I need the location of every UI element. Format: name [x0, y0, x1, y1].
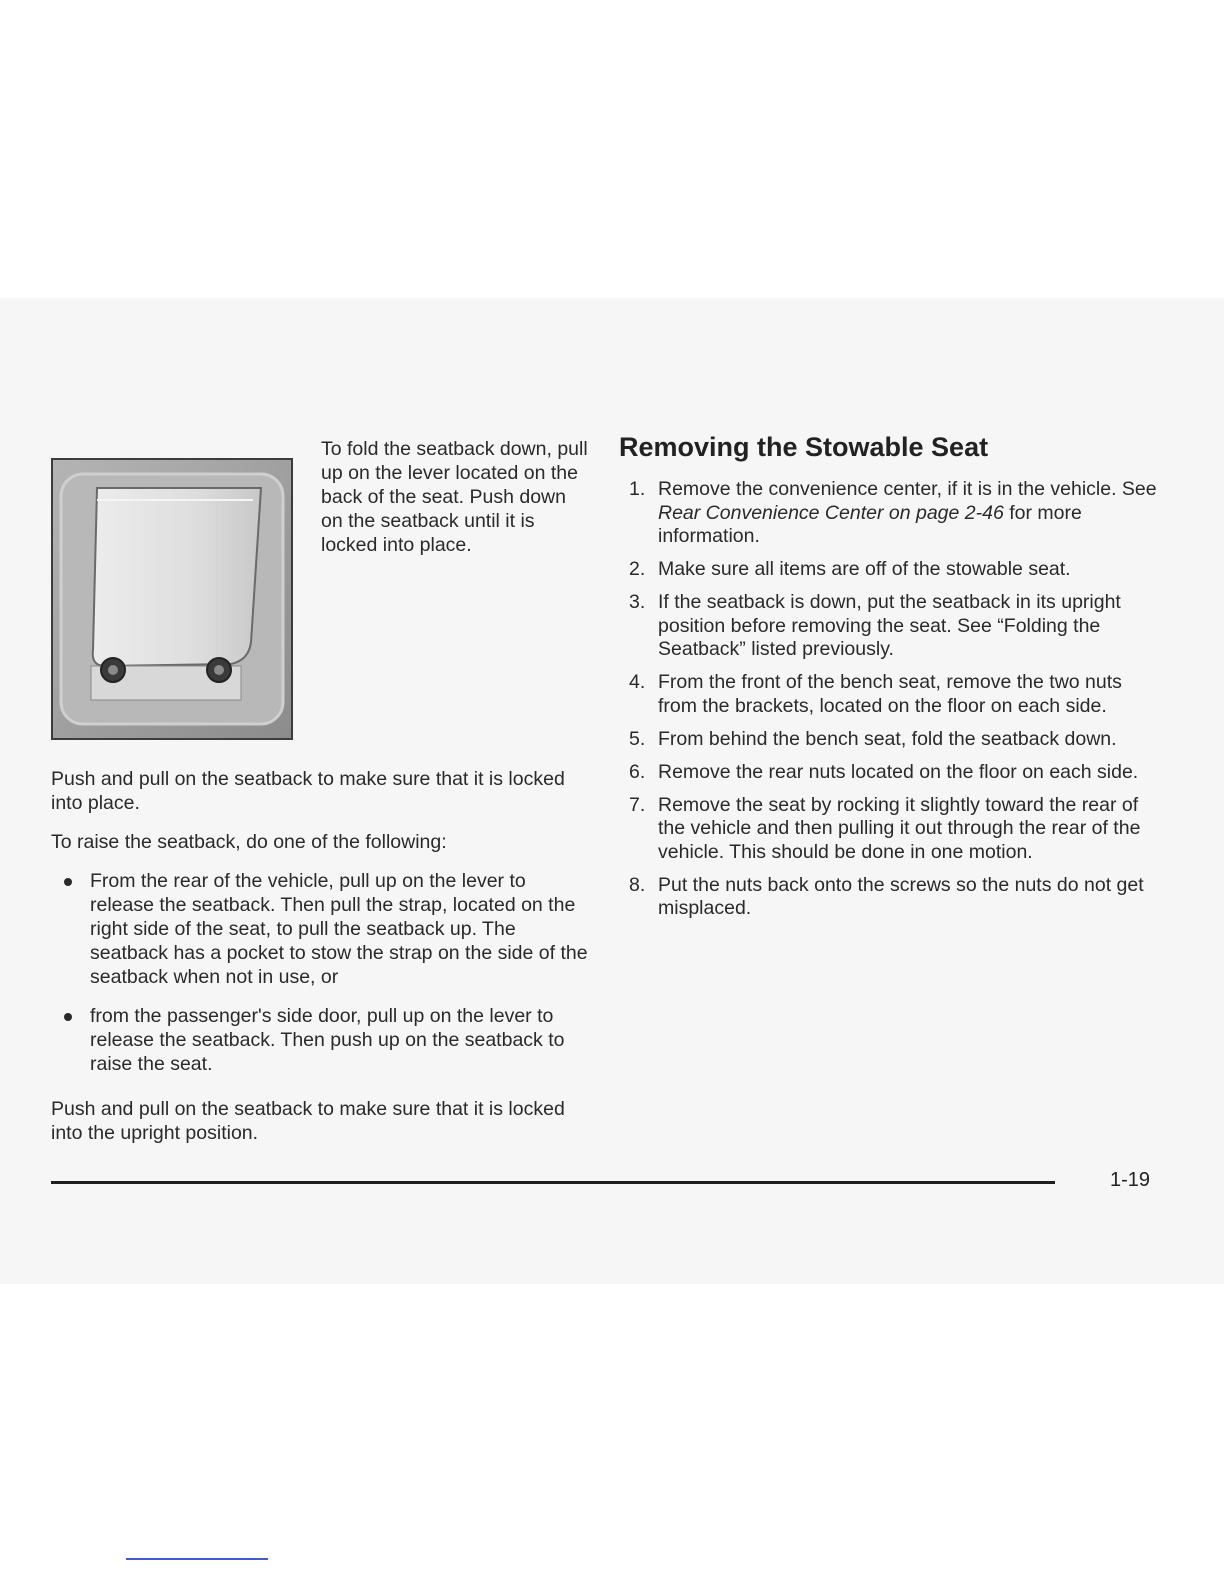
- seatback-figure: [51, 458, 293, 740]
- figure-caption: To fold the seatback down, pull up on the lever located on the back of the seat. Push down on the seatback until it is locked into place.: [321, 438, 588, 556]
- step-number: 6.: [629, 760, 646, 783]
- raise-options-list: [51, 869, 591, 1091]
- list-item: [619, 794, 1159, 865]
- step-text: Remove the seat by rocking it slightly toward the rear of the vehicle and then pulling it out through the rear of the vehicle. This should be done in one motion.: [658, 793, 1141, 863]
- list-item: [51, 1004, 591, 1076]
- bullet-text: from the passenger's side door, pull up on the lever to release the seatback. Then push up on the seatback to raise the seat.: [90, 1005, 565, 1075]
- step-text: From the front of the bench seat, remove the two nuts from the brackets, located on the floor on each side.: [658, 671, 1122, 717]
- list-item: [619, 728, 1159, 752]
- step-number: 1.: [629, 478, 646, 500]
- step-number: 8.: [629, 873, 646, 896]
- manual-page: [0, 298, 1224, 1284]
- list-item: [619, 591, 1159, 662]
- list-item: [619, 671, 1159, 718]
- folded-seatback-illustration: [53, 460, 291, 738]
- footer-link-underline[interactable]: [126, 1558, 268, 1560]
- page-number: 1-19: [1110, 1169, 1151, 1191]
- step-number: 7.: [629, 793, 646, 816]
- step-text: Remove the rear nuts located on the floor on each side.: [658, 760, 1139, 783]
- step-number: 5.: [629, 727, 646, 750]
- step-text: Put the nuts back onto the screws so the nuts do not get misplaced.: [658, 873, 1144, 919]
- step-text: From behind the bench seat, fold the seatback down.: [658, 727, 1117, 750]
- step-number: 2.: [629, 558, 646, 580]
- step-number: 3.: [629, 591, 646, 613]
- list-item: [619, 478, 1159, 549]
- list-item: [619, 761, 1159, 785]
- paragraph-raise-intro: To raise the seatback, do one of the following:: [51, 831, 447, 853]
- step-text: If the seatback is down, put the seatback in its upright position before removing the seat. See “Folding the Seatback” listed previously.: [658, 591, 1121, 660]
- bullet-icon: [64, 1013, 72, 1021]
- footer-divider: [51, 1181, 1055, 1184]
- cross-reference-link[interactable]: Rear Convenience Center on page 2-46: [658, 501, 1004, 524]
- paragraph-upright-check: Push and pull on the seatback to make sure that it is locked into the upright position.: [51, 1098, 565, 1144]
- bullet-icon: [64, 878, 72, 886]
- paragraph-lock-check: Push and pull on the seatback to make sure that it is locked into place.: [51, 768, 565, 814]
- step-text: for more information.: [658, 501, 1082, 547]
- section-heading: Removing the Stowable Seat: [619, 432, 989, 462]
- removal-steps-list: [619, 478, 1159, 930]
- list-item: [51, 869, 591, 989]
- step-number: 4.: [629, 671, 646, 693]
- bullet-text: From the rear of the vehicle, pull up on the lever to release the seatback. Then pull the strap, located on the right side of the seat, to pull the seatback up. The seatback has a pocket to stow the strap on the side of the seatback when not in use, or: [90, 870, 588, 988]
- list-item: [619, 874, 1159, 921]
- list-item: [619, 558, 1159, 582]
- step-text: Make sure all items are off of the stowable seat.: [658, 558, 1071, 580]
- step-text: Remove the convenience center, if it is in the vehicle. See: [658, 478, 1157, 500]
